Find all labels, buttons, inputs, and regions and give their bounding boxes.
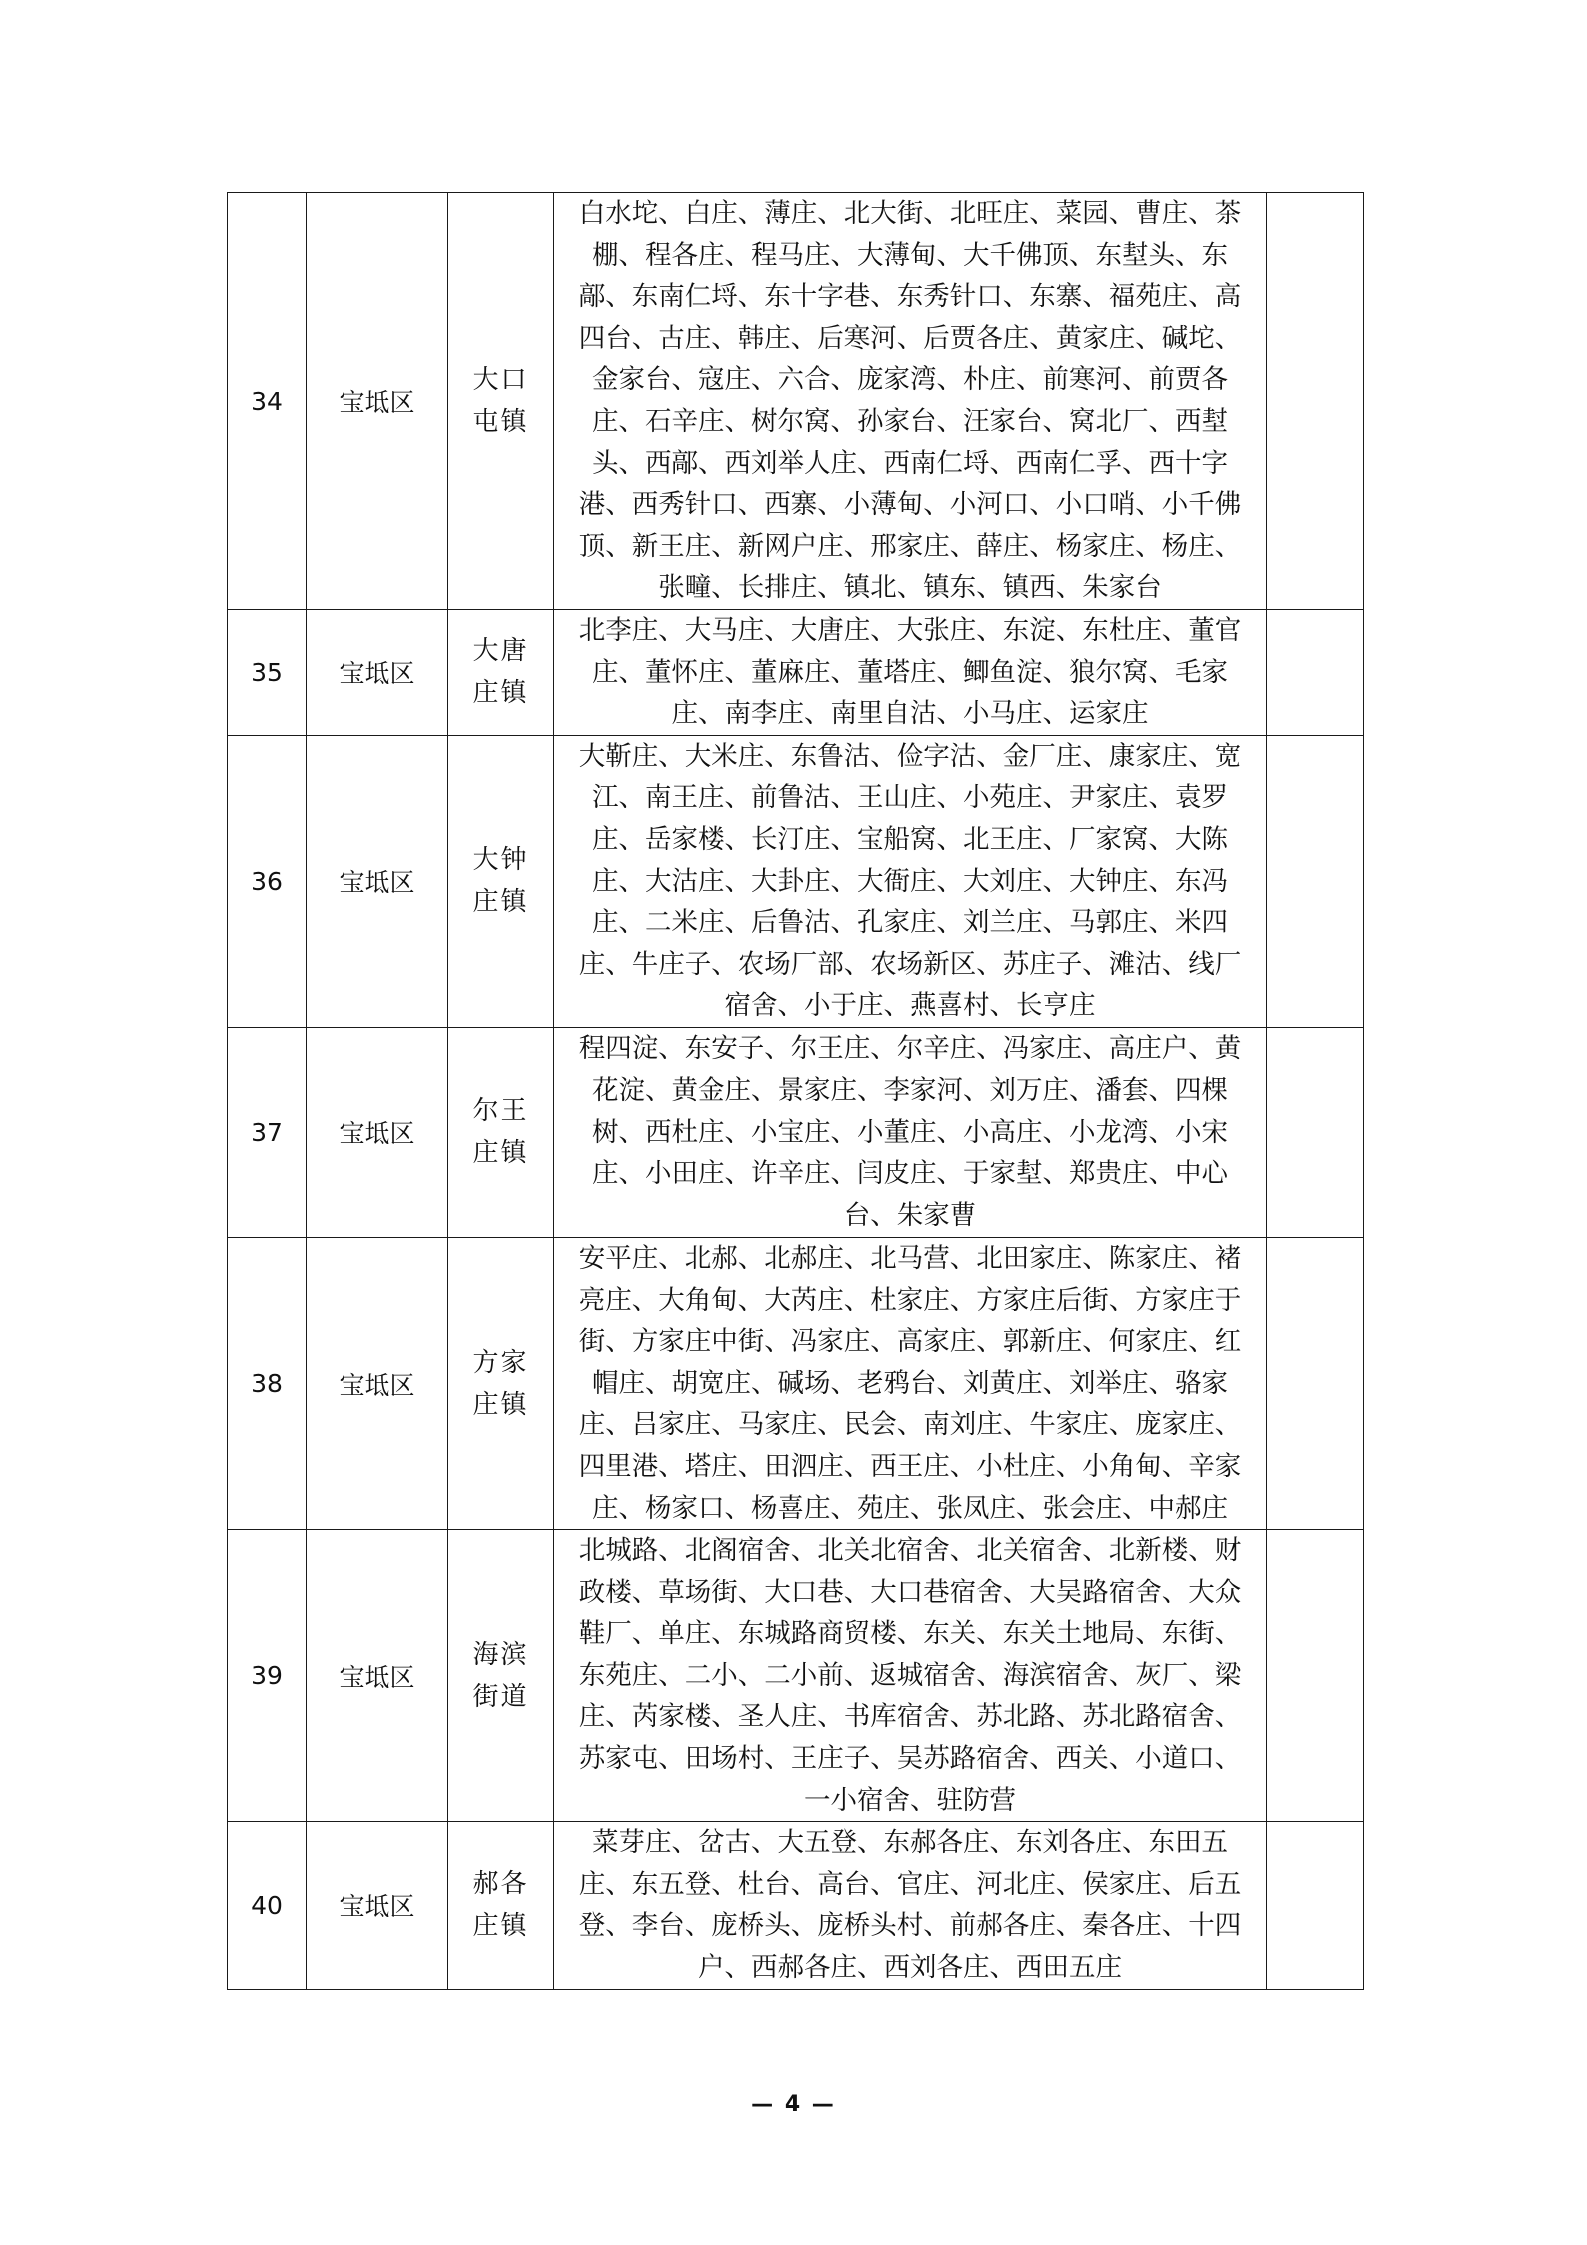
table-row [228,1237,1364,1529]
row-number: 34 [228,193,307,610]
town-cell [448,1822,554,1989]
remark-cell [1267,193,1364,610]
remark-cell [1267,1237,1364,1529]
remark-cell [1267,1027,1364,1237]
remark-cell [1267,735,1364,1027]
table-row [228,1530,1364,1822]
town-name: 大口屯镇 [472,365,529,437]
row-number: 40 [228,1822,307,1989]
town-cell [448,735,554,1027]
village-list: 北城路、北阁宿舍、北关北宿舍、北关宿舍、北新楼、财政楼、草场街、大口巷、大口巷宿舍、大吴路宿舍、大众鞋厂、单庄、东城路商贸楼、东关、东关土地局、东街、东苑庄、二小、二小前、返城宿舍、海滨宿舍、灰厂、梁庄、芮家楼、圣人庄、书库宿舍、苏北路、苏北路宿舍、苏家屯、田场村、王庄子、吴苏路宿舍、西关、小道口、一小宿舍、驻防营 [554,1530,1267,1822]
table-row [228,610,1364,736]
remark-cell [1267,610,1364,736]
remark-cell [1267,1822,1364,1989]
remark-cell [1267,1530,1364,1822]
town-name: 大唐庄镇 [472,636,529,709]
town-cell [448,1027,554,1237]
table-row [228,193,1364,610]
row-number: 35 [228,610,307,736]
row-number: 38 [228,1237,307,1529]
village-roster-table [227,192,1364,1990]
table-row [228,1822,1364,1989]
district-name: 宝坻区 [307,193,448,610]
town-name: 方家庄镇 [472,1347,529,1420]
village-list: 安平庄、北郝、北郝庄、北马营、北田家庄、陈家庄、褚亮庄、大角甸、大芮庄、杜家庄、方家庄后街、方家庄于街、方家庄中街、冯家庄、高家庄、郭新庄、何家庄、红帽庄、胡宽庄、碱场、老鸦台、刘黄庄、刘举庄、骆家庄、吕家庄、马家庄、民会、南刘庄、牛家庄、庞家庄、四里港、塔庄、田泗庄、西王庄、小杜庄、小角甸、辛家庄、杨家口、杨喜庄、苑庄、张凤庄、张会庄、中郝庄 [554,1237,1267,1529]
table-row [228,1027,1364,1237]
village-list: 程四淀、东安子、尔王庄、尔辛庄、冯家庄、高庄户、黄花淀、黄金庄、景家庄、李家河、刘万庄、潘套、四棵树、西杜庄、小宝庄、小董庄、小高庄、小龙湾、小宋庄、小田庄、许辛庄、闫皮庄、于家堼、郑贵庄、中心台、朱家曹 [554,1027,1267,1237]
district-name: 宝坻区 [307,610,448,736]
district-name: 宝坻区 [307,1237,448,1529]
town-cell [448,193,554,610]
village-list: 菜芽庄、岔古、大五登、东郝各庄、东刘各庄、东田五庄、东五登、杜台、高台、官庄、河北庄、侯家庄、后五登、李台、庞桥头、庞桥头村、前郝各庄、秦各庄、十四户、西郝各庄、西刘各庄、西田五庄 [554,1822,1267,1989]
district-name: 宝坻区 [307,1822,448,1989]
row-number: 39 [228,1530,307,1822]
page-number: — 4 — [751,2092,836,2117]
town-name: 海滨街道 [472,1639,529,1712]
district-name: 宝坻区 [307,1530,448,1822]
town-name: 尔王庄镇 [472,1096,529,1169]
town-cell [448,1237,554,1529]
row-number: 36 [228,735,307,1027]
town-name: 大钟庄镇 [472,845,529,918]
row-number: 37 [228,1027,307,1237]
table-row [228,735,1364,1027]
district-name: 宝坻区 [307,735,448,1027]
village-list: 北李庄、大马庄、大唐庄、大张庄、东淀、东杜庄、董官庄、董怀庄、董麻庄、董塔庄、鲫鱼淀、狼尔窝、毛家庄、南李庄、南里自沽、小马庄、运家庄 [554,610,1267,736]
town-cell [448,1530,554,1822]
town-cell [448,610,554,736]
district-name: 宝坻区 [307,1027,448,1237]
village-list: 大靳庄、大米庄、东鲁沽、俭字沽、金厂庄、康家庄、宽江、南王庄、前鲁沽、王山庄、小苑庄、尹家庄、袁罗庄、岳家楼、长汀庄、宝船窝、北王庄、厂家窝、大陈庄、大沽庄、大卦庄、大衙庄、大刘庄、大钟庄、东冯庄、二米庄、后鲁沽、孔家庄、刘兰庄、马郭庄、米四庄、牛庄子、农场厂部、农场新区、苏庄子、滩沽、线厂宿舍、小于庄、燕喜村、长亨庄 [554,735,1267,1027]
village-list: 白水坨、白庄、薄庄、北大街、北旺庄、菜园、曹庄、茶棚、程各庄、程马庄、大薄甸、大千佛顶、东堼头、东鄗、东南仁埒、东十字巷、东秀针口、东寨、福苑庄、高四台、古庄、韩庄、后寒河、后贾各庄、黄家庄、碱坨、金家台、寇庄、六合、庞家湾、朴庄、前寒河、前贾各庄、石辛庄、树尔窝、孙家台、汪家台、窝北厂、西堼头、西鄗、西刘举人庄、西南仁埒、西南仁孚、西十字港、西秀针口、西寨、小薄甸、小河口、小口哨、小千佛顶、新王庄、新网户庄、邢家庄、薛庄、杨家庄、杨庄、张疃、长排庄、镇北、镇东、镇西、朱家台 [554,193,1267,610]
town-name: 郝各庄镇 [472,1869,529,1942]
